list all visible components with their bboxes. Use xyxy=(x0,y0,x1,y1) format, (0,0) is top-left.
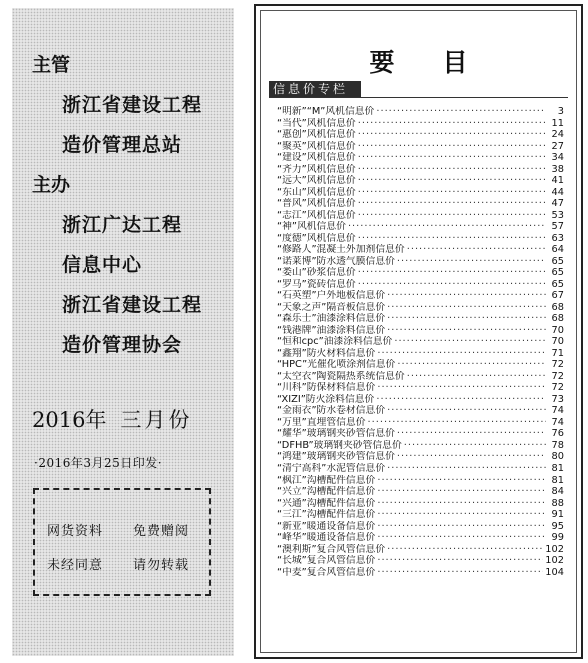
toc-entry-leader xyxy=(387,325,546,337)
toc-entry-title: “普风”风机信息价 xyxy=(277,198,356,210)
toc-entry-leader xyxy=(397,428,546,440)
toc-entry-page: 70 xyxy=(551,324,564,336)
toc-entry[interactable] xyxy=(277,567,564,579)
toc-entry[interactable] xyxy=(277,141,564,153)
toc-entry-page: 88 xyxy=(551,497,564,509)
toc-entry-leader xyxy=(377,486,546,498)
toc-entry[interactable] xyxy=(277,233,564,245)
toc-title-char-2: 目 xyxy=(442,48,468,77)
toc-entry-title: “金雨衣”防水卷材信息价 xyxy=(277,405,386,417)
toc-entry-page: 72 xyxy=(551,382,564,394)
toc-entry[interactable] xyxy=(277,521,564,533)
toc-entry-page: 95 xyxy=(551,520,564,532)
toc-entry-leader xyxy=(358,175,546,187)
toc-entry-list xyxy=(277,106,564,578)
toc-entry-page: 72 xyxy=(551,359,564,371)
toc-entry-page: 53 xyxy=(551,209,564,221)
toc-entry-title: “建设”风机信息价 xyxy=(277,152,356,164)
toc-entry-leader xyxy=(358,233,546,245)
toc-entry[interactable] xyxy=(277,106,564,118)
toc-entry-title: “当代”风机信息价 xyxy=(277,117,356,129)
notice-text-3: 未经同意 xyxy=(47,558,104,573)
toc-entry-leader xyxy=(358,279,546,291)
toc-entry-page: 11 xyxy=(551,117,564,129)
masthead-column xyxy=(12,8,234,656)
toc-entry[interactable] xyxy=(277,440,564,452)
notice-text-1: 网货资料 xyxy=(47,524,104,539)
toc-entry-leader xyxy=(358,141,546,153)
toc-entry[interactable] xyxy=(277,129,564,141)
toc-entry-title: “长城”复合风管信息价 xyxy=(277,555,376,567)
publication-month-text: 三月份 xyxy=(120,408,193,432)
toc-entry-leader xyxy=(377,382,546,394)
toc-entry-title: “志江”风机信息价 xyxy=(277,209,356,221)
toc-entry-page: 64 xyxy=(551,244,564,256)
toc-entry-title: “耀华”玻璃钢夹砂管信息价 xyxy=(277,428,395,440)
toc-entry-leader xyxy=(387,302,546,314)
toc-entry[interactable] xyxy=(277,451,564,463)
toc-entry[interactable] xyxy=(277,463,564,475)
toc-entry-title: “澳利斯”复合风管信息价 xyxy=(277,543,386,555)
toc-entry-title: “天象之声”隔音板信息价 xyxy=(277,301,386,313)
toc-entry-title: “峰华”暖通设备信息价 xyxy=(277,532,376,544)
toc-entry-leader xyxy=(394,336,546,348)
toc-entry[interactable] xyxy=(277,290,564,302)
toc-entry-page: 57 xyxy=(551,221,564,233)
toc-entry-leader xyxy=(377,498,546,510)
organizer-name-line1: 浙江广达工程 xyxy=(62,214,183,236)
toc-entry-title: “枫江”沟槽配件信息价 xyxy=(277,474,376,486)
toc-title-char-1: 要 xyxy=(369,48,395,77)
organizer-label: 主办 xyxy=(32,174,71,196)
toc-entry-title: “HPC”光催化喷涂剂信息价 xyxy=(277,359,396,371)
toc-inner-frame xyxy=(260,10,577,653)
toc-entry-leader xyxy=(397,451,546,463)
toc-entry-page: 44 xyxy=(551,186,564,198)
toc-entry[interactable] xyxy=(277,175,564,187)
toc-entry-page: 41 xyxy=(551,175,564,187)
toc-entry-leader xyxy=(377,475,546,487)
toc-entry-page: 73 xyxy=(551,393,564,405)
toc-entry[interactable] xyxy=(277,336,564,348)
toc-entry-title: “兴立”沟槽配件信息价 xyxy=(277,486,376,498)
toc-entry-leader xyxy=(397,256,546,268)
toc-entry[interactable] xyxy=(277,279,564,291)
toc-entry-leader xyxy=(377,509,546,521)
toc-entry-page: 74 xyxy=(551,416,564,428)
notice-text-2: 免费赠阅 xyxy=(133,524,190,539)
toc-entry-title: “钱港牌”油漆涂料信息价 xyxy=(277,324,386,336)
toc-entry-leader xyxy=(387,313,546,325)
toc-entry-page: 68 xyxy=(551,301,564,313)
toc-entry[interactable] xyxy=(277,313,564,325)
toc-entry-page: 70 xyxy=(551,336,564,348)
toc-entry-leader xyxy=(387,405,546,417)
toc-entry-page: 63 xyxy=(551,232,564,244)
toc-entry[interactable] xyxy=(277,187,564,199)
toc-entry[interactable] xyxy=(277,244,564,256)
toc-entry[interactable] xyxy=(277,498,564,510)
toc-entry-title: “鑫翔”防火材料信息价 xyxy=(277,347,376,359)
toc-entry[interactable] xyxy=(277,256,564,268)
toc-entry[interactable] xyxy=(277,359,564,371)
toc-entry-leader xyxy=(358,210,546,222)
toc-entry-leader xyxy=(377,567,543,579)
organizer-name-line3: 浙江省建设工程 xyxy=(62,294,203,316)
toc-entry[interactable] xyxy=(277,164,564,176)
toc-entry[interactable] xyxy=(277,509,564,521)
toc-entry-title: “石英塑”户外地板信息价 xyxy=(277,290,386,302)
toc-entry-page: 81 xyxy=(551,474,564,486)
toc-entry-leader xyxy=(368,417,546,429)
toc-entry-page: 81 xyxy=(551,462,564,474)
toc-entry-page: 74 xyxy=(551,405,564,417)
toc-entry-leader xyxy=(358,187,546,199)
toc-entry-title: “川科”防保材料信息价 xyxy=(277,382,376,394)
toc-entry-title: “恒和cpc”油漆涂料信息价 xyxy=(277,336,393,348)
toc-entry-page: 76 xyxy=(551,428,564,440)
toc-entry-title: “兴通”沟槽配件信息价 xyxy=(277,497,376,509)
toc-entry-page: 72 xyxy=(551,370,564,382)
toc-entry-title: “万里”直埋管信息价 xyxy=(277,416,366,428)
toc-entry-leader xyxy=(348,221,546,233)
table-of-contents xyxy=(254,4,583,659)
toc-entry-title: “神”风机信息价 xyxy=(277,221,346,233)
toc-entry-page: 47 xyxy=(551,198,564,210)
toc-entry-title: “聚英”风机信息价 xyxy=(277,140,356,152)
toc-entry[interactable] xyxy=(277,532,564,544)
issue-date: ·2016年3月25日印发· xyxy=(34,456,163,470)
toc-entry[interactable] xyxy=(277,210,564,222)
toc-entry-title: “森乐士”油漆涂料信息价 xyxy=(277,313,386,325)
toc-entry[interactable] xyxy=(277,382,564,394)
toc-entry-page: 102 xyxy=(545,543,564,555)
toc-entry[interactable] xyxy=(277,405,564,417)
toc-entry[interactable] xyxy=(277,221,564,233)
toc-entry[interactable] xyxy=(277,417,564,429)
toc-entry-leader xyxy=(377,555,543,567)
notice-box xyxy=(33,488,211,596)
publication-year: 2016年 xyxy=(32,408,107,432)
toc-entry-leader xyxy=(387,544,543,556)
toc-entry-leader xyxy=(377,348,546,360)
toc-entry-page: 71 xyxy=(551,347,564,359)
toc-entry-title: “太空衣”陶瓷隔热系统信息价 xyxy=(277,370,405,382)
toc-entry-title: “东山”风机信息价 xyxy=(277,186,356,198)
toc-entry[interactable] xyxy=(277,325,564,337)
toc-entry-leader xyxy=(358,118,546,130)
toc-entry-title: “新亚”暖通设备信息价 xyxy=(277,520,376,532)
organizer-name-line4: 造价管理协会 xyxy=(62,334,183,356)
toc-entry-page: 65 xyxy=(551,267,564,279)
toc-entry-title: “齐力”风机信息价 xyxy=(277,163,356,175)
toc-entry-page: 99 xyxy=(551,532,564,544)
toc-entry-page: 65 xyxy=(551,278,564,290)
section-header: 信息价专栏 xyxy=(269,81,361,97)
toc-entry-title: “清宁高科”水泥管信息价 xyxy=(277,462,386,474)
toc-entry[interactable] xyxy=(277,302,564,314)
toc-entry[interactable] xyxy=(277,371,564,383)
toc-entry-page: 68 xyxy=(551,313,564,325)
notice-text-4: 请勿转载 xyxy=(133,558,190,573)
toc-entry-leader xyxy=(407,244,546,256)
toc-entry-page: 3 xyxy=(557,106,564,117)
toc-entry[interactable] xyxy=(277,486,564,498)
toc-entry-leader xyxy=(387,290,546,302)
toc-entry-page: 67 xyxy=(551,290,564,302)
toc-entry-leader xyxy=(358,267,546,279)
toc-entry-leader xyxy=(377,521,546,533)
toc-entry-title: “度德”风机信息价 xyxy=(277,232,356,244)
toc-entry-page: 84 xyxy=(551,486,564,498)
toc-entry-page: 38 xyxy=(551,163,564,175)
toc-entry-page: 102 xyxy=(545,555,564,567)
toc-entry-page: 27 xyxy=(551,140,564,152)
toc-entry[interactable] xyxy=(277,198,564,210)
toc-entry-leader xyxy=(358,198,546,210)
publication-month xyxy=(32,404,192,434)
toc-entry-title: “DFHB”玻璃钢夹砂管信息价 xyxy=(277,439,402,451)
toc-entry-leader xyxy=(358,152,546,164)
toc-entry-title: “娄山”砂浆信息价 xyxy=(277,267,356,279)
toc-entry-page: 65 xyxy=(551,255,564,267)
toc-entry-title: “明新”“M”风机信息价 xyxy=(277,106,375,117)
toc-entry-leader xyxy=(407,371,546,383)
toc-entry-leader xyxy=(376,394,546,406)
toc-entry-page: 78 xyxy=(551,439,564,451)
toc-entry-title: “修路人”混凝土外加剂信息价 xyxy=(277,244,405,256)
toc-entry-page: 24 xyxy=(551,129,564,141)
toc-entry-title: “诺莱博”防水透气膜信息价 xyxy=(277,255,395,267)
toc-entry-title: “鸿建”玻璃钢夹砂管信息价 xyxy=(277,451,395,463)
toc-entry[interactable] xyxy=(277,544,564,556)
toc-entry-leader xyxy=(358,129,546,141)
toc-entry-title: “远大”风机信息价 xyxy=(277,175,356,187)
toc-entry-page: 34 xyxy=(551,152,564,164)
toc-entry-leader xyxy=(404,440,546,452)
toc-entry[interactable] xyxy=(277,152,564,164)
toc-entry-leader xyxy=(387,463,546,475)
toc-entry-leader xyxy=(376,106,546,118)
toc-entry-title: “罗马”瓷砖信息价 xyxy=(277,278,356,290)
sponsor-name-line1: 浙江省建设工程 xyxy=(62,94,203,116)
toc-entry-title: “中麦”复合风管信息价 xyxy=(277,566,376,578)
toc-entry[interactable] xyxy=(277,394,564,406)
organizer-name-line2: 信息中心 xyxy=(62,254,143,276)
toc-entry[interactable] xyxy=(277,555,564,567)
toc-entry-page: 104 xyxy=(545,566,564,578)
toc-entry-title: “XIZI”防火涂料信息价 xyxy=(277,393,375,405)
toc-entry-page: 91 xyxy=(551,509,564,521)
toc-entry[interactable] xyxy=(277,348,564,360)
toc-entry-title: “惠创”风机信息价 xyxy=(277,129,356,141)
sponsor-name-line2: 造价管理总站 xyxy=(62,134,183,156)
toc-entry-leader xyxy=(377,532,546,544)
toc-entry-leader xyxy=(397,359,546,371)
toc-entry-page: 80 xyxy=(551,451,564,463)
toc-entry-leader xyxy=(358,164,546,176)
toc-title xyxy=(261,43,576,79)
sponsor-label: 主管 xyxy=(32,54,71,76)
toc-entry[interactable] xyxy=(277,267,564,279)
toc-entry[interactable] xyxy=(277,428,564,440)
toc-entry[interactable] xyxy=(277,118,564,130)
toc-entry-title: “三江”沟槽配件信息价 xyxy=(277,509,376,521)
section-divider xyxy=(269,97,568,98)
toc-entry[interactable] xyxy=(277,475,564,487)
